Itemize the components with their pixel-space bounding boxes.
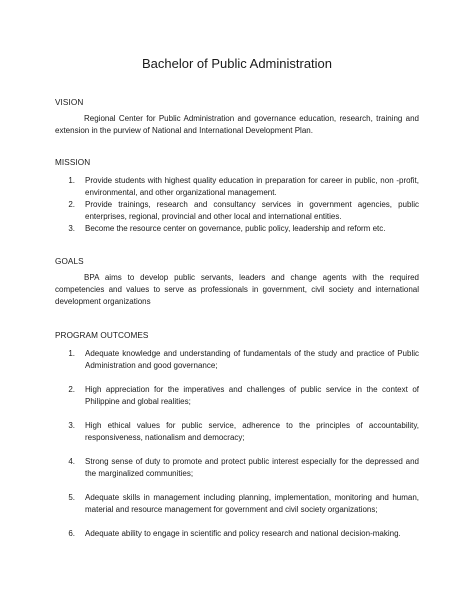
list-item	[55, 223, 419, 235]
page-title: Bachelor of Public Administration	[141, 56, 333, 71]
list-number: 1.	[68, 349, 75, 358]
list-item	[55, 199, 419, 223]
list-number: 1.	[68, 176, 75, 185]
list-text: High appreciation for the imperatives and challenges of public service in the context of Philippine and global realities;	[85, 385, 419, 406]
list-text: Adequate ability to engage in scientific and policy research and national decision-making.	[85, 529, 401, 538]
goals-text: BPA aims to develop public servants, leaders and change agents with the required competencies and values to serve as professionals in government, civil society and international development organizations	[55, 273, 419, 306]
vision-heading: VISION	[55, 98, 84, 107]
list-item	[55, 348, 419, 372]
list-text: Become the resource center on governance, public policy, leadership and reform etc.	[85, 224, 386, 233]
list-number: 2.	[68, 200, 75, 209]
vision-paragraph	[55, 113, 419, 137]
list-number: 6.	[68, 529, 75, 538]
list-text: Provide students with highest quality education in preparation for career in public, non -profit, environmental, and other organizational management.	[85, 176, 419, 197]
mission-heading: MISSION	[55, 158, 91, 167]
goals-heading: GOALS	[55, 257, 84, 266]
list-item	[55, 528, 419, 540]
list-number: 2.	[68, 385, 75, 394]
outcomes-heading: PROGRAM OUTCOMES	[55, 331, 149, 340]
list-item	[55, 420, 419, 444]
list-number: 5.	[68, 493, 75, 502]
list-text: Strong sense of duty to promote and protect public interest especially for the depressed and the marginalized communities;	[85, 457, 419, 478]
list-text: Adequate knowledge and understanding of fundamentals of the study and practice of Public Administration and good governance;	[85, 349, 419, 370]
list-number: 3.	[68, 224, 75, 233]
goals-paragraph	[55, 272, 419, 308]
outcomes-list	[55, 348, 419, 552]
vision-text: Regional Center for Public Administration and governance education, research, training and extension in the purview of National and International Development Plan.	[55, 114, 419, 135]
list-item	[55, 175, 419, 199]
list-text: High ethical values for public service, adherence to the principles of accountability, responsiveness, nationalism and democracy;	[85, 421, 419, 442]
list-item	[55, 456, 419, 480]
list-text: Provide trainings, research and consultancy services in government agencies, public enterprises, regional, provincial and other local and international entities.	[85, 200, 419, 221]
list-number: 4.	[68, 457, 75, 466]
list-number: 3.	[68, 421, 75, 430]
list-item	[55, 492, 419, 516]
list-item	[55, 384, 419, 408]
list-text: Adequate skills in management including planning, implementation, monitoring and human, material and resource management for government and civil society organizations;	[85, 493, 419, 514]
mission-list	[55, 175, 419, 235]
